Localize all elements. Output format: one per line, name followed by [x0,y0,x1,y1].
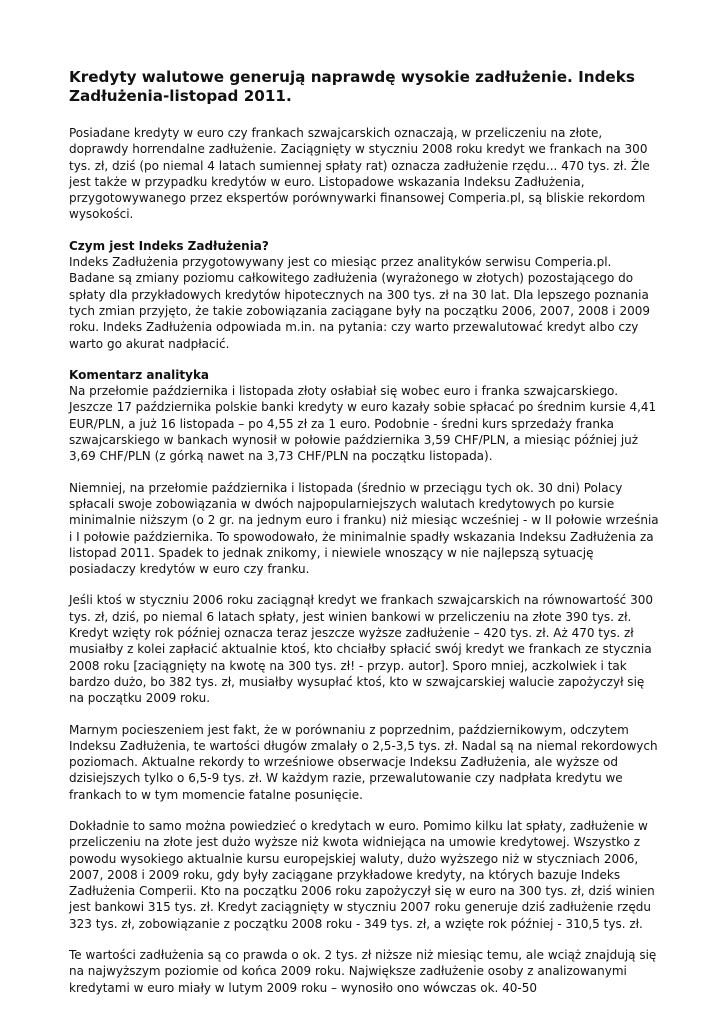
body-paragraph: Marnym pocieszeniem jest fakt, że w porównaniu z poprzednim, październikowym, odczytem Indeksu Zadłużenia, te wartości długów zmalały o 2,5-3,5 tys. zł. Nadal są na niemal rekordowych poziomach. Aktualne rekordy to wrześniowe obserwacje Indeksu Zadłużenia, ale wyższe od dzisiejszych tylko o 6,5-9 tys. zł. W każdym razie, przewalutowanie czy nadpłata kredytu we frankach to w tym momencie fatalne posunięcie. [69,722,658,802]
document-page [69,68,659,1011]
section-heading: Czym jest Indeks Zadłużenia? [69,238,269,253]
intro-paragraph: Posiadane kredyty w euro czy frankach szwajcarskich oznaczają, w przeliczeniu na złote, doprawdy horrendalne zadłużenie. Zaciągnięty w styczniu 2008 roku kredyt we frankach na 300 tys. zł, dziś (po niemal 4 latach sumiennej spłaty rat) oznacza zadłużenie rzędu... 470 tys. zł. Źle jest także w przypadku kredytów w euro. Listopadowe wskazania Indeksu Zadłużenia, przygotowywanego przez ekspertów porównywarki finansowej Comperia.pl, są bliskie rekordom wysokości. [69,126,650,222]
section-analyst-comment [69,367,659,465]
body-paragraph: Dokładnie to samo można powiedzieć o kredytach w euro. Pomimo kilku lat spłaty, zadłużenie w przeliczeniu na złote jest dużo wyższe niż kwota widniejąca na umowie kredytowej. Wszystko z powodu wysokiego aktualnie kursu europejskiej waluty, dużo wyższego niż w styczniach 2006, 2007, 2008 i 2009 roku, gdy były zaciągane przykładowe kredyty, na których bazuje Indeks Zadłużenia Comperii. Kto na początku 2006 roku zapożyczył się w euro na 300 tys. zł, dziś winien jest bankowi 315 tys. zł. Kredyt zaciągnięty w styczniu 2007 roku generuje dziś zadłużenie rzędu 323 tys. zł, zobowiązanie z początku 2008 roku - 349 tys. zł, a wzięte rok później - 310,5 tys. zł. [69,818,655,931]
section-text: Indeks Zadłużenia przygotowywany jest co miesiąc przez analityków serwisu Comperia.pl. Badane są zmiany poziomu całkowitego zadłużenia (wyrażonego w złotych) pozostającego do spłaty dla przykładowych kredytów hipotecznych na 300 tys. zł na 30 lat. Dla lepszego poznania tych zmian przyjęto, że takie zobowiązania zaciągane były na początku 2006, 2007, 2008 i 2009 roku. Indeks Zadłużenia odpowiada m.in. na pytania: czy warto przewalutować kredyt albo czy warto go akurat nadpłacić. [69,255,650,351]
body-paragraph: Te wartości zadłużenia są co prawda o ok. 2 tys. zł niższe niż miesiąc temu, ale wciąż znajdują się na najwyższym poziomie od końca 2009 roku. Największe zadłużenie osoby z analizowanymi kredytami w euro miały w lutym 2009 roku – wynosiło ono wówczas ok. 40-50 [69,948,657,995]
section-what-is-index [69,238,659,352]
body-paragraph: Niemniej, na przełomie października i listopada (średnio w przeciągu tych ok. 30 dni) Polacy spłacali swoje zobowiązania w dwóch najpopularniejszych walutach kredytowych po kursie minimalnie niższym (o 2 gr. na jednym euro i franku) niż miesiąc wcześniej - w II połowie września i I połowie października. To spowodowało, że minimalnie spadły wskazania Indeksu Zadłużenia za listopad 2011. Spadek to jednak znikomy, i niewiele wnoszący w nie najlepszą sytuację posiadaczy kredytów w euro czy franku. [69,480,659,577]
section-heading: Komentarz analityka [69,367,210,382]
body-paragraph: Jeśli ktoś w styczniu 2006 roku zaciągnął kredyt we frankach szwajcarskich na równowartość 300 tys. zł, dziś, po niemal 6 latach spłaty, jest winien bankowi w przeliczeniu na złote 390 tys. zł. Kredyt wzięty rok później oznacza teraz jeszcze wyższe zadłużenie – 420 tys. zł. Aż 470 tys. zł musiałby z kolei zapłacić aktualnie ktoś, kto chciałby spłacić swój kredyt we frankach ze stycznia 2008 roku [zaciągnięty na kwotę na 300 tys. zł! - przyp. autor]. Sporo mniej, aczkolwiek i tak bardzo dużo, bo 382 tys. zł, musiałby wysupłać ktoś, kto w szwajcarskiej walucie zapożyczył się na początku 2009 roku. [69,593,653,706]
document-title: Kredyty walutowe generują naprawdę wysokie zadłużenie. Indeks Zadłużenia-listopad 2011. [69,68,635,105]
section-text: Na przełomie października i listopada złoty osłabiał się wobec euro i franka szwajcarskiego. Jeszcze 17 października polskie banki kredyty w euro kazały sobie spłacać po średnim kursie 4,41 EUR/PLN, a już 16 listopada – po 4,55 zł za 1 euro. Podobnie - średni kurs sprzedaży franka szwajcarskiego w bankach wynosił w połowie października 3,59 CHF/PLN, a miesiąc później już 3,69 CHF/PLN (z górką nawet na 3,73 CHF/PLN na początku listopada). [69,384,657,464]
